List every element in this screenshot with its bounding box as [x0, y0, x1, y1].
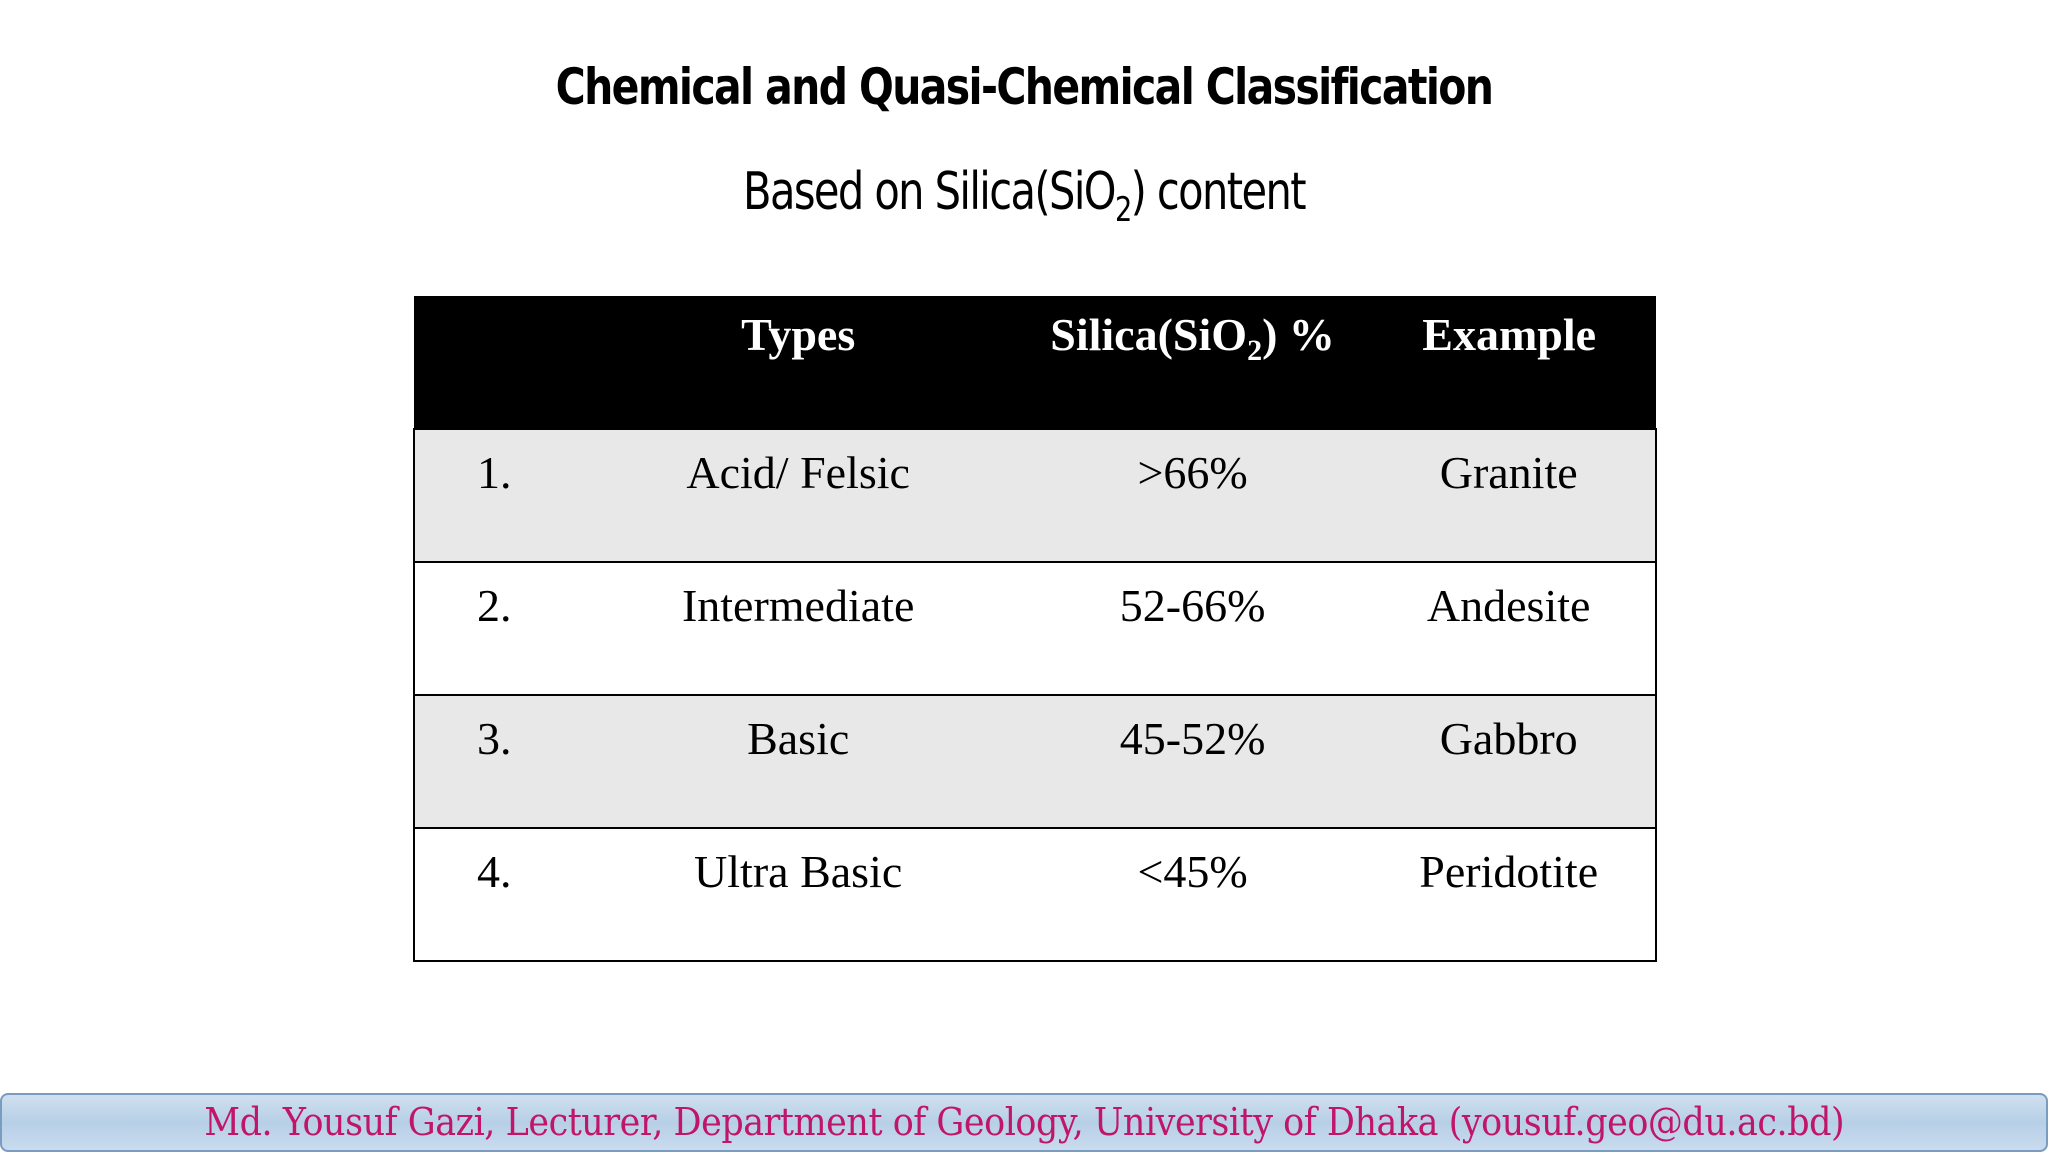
header-index: [414, 296, 574, 429]
row-silica: <45%: [1023, 828, 1363, 961]
header-silica-subscript: 2: [1247, 334, 1263, 367]
row-type: Basic: [747, 713, 850, 764]
table-row: [414, 828, 1656, 961]
row-example: Peridotite: [1362, 828, 1656, 961]
row-type: Ultra Basic: [574, 828, 1023, 961]
table-row: [414, 695, 1656, 828]
row-type: Intermediate: [681, 580, 915, 631]
row-index: 1.: [414, 429, 574, 562]
row-index: 2.: [414, 562, 574, 695]
row-silica: >66%: [1137, 447, 1248, 498]
header-silica-prefix: Silica(SiO: [1050, 309, 1248, 360]
row-silica: 45-52%: [1119, 713, 1266, 764]
classification-table: [413, 296, 1657, 962]
subtitle-suffix: ) content: [1130, 162, 1305, 222]
classification-table-wrapper: [413, 296, 1657, 962]
table-row: [414, 562, 1656, 695]
table-header-row: [414, 296, 1656, 429]
footer-text: Md. Yousuf Gazi, Lecturer, Department of Geology, University of Dhaka (yousuf.geo@du.ac.bd): [204, 1100, 1844, 1144]
header-silica-suffix: ) %: [1262, 309, 1335, 360]
header-example: Example: [1422, 309, 1597, 360]
row-silica: 52-66%: [1119, 580, 1266, 631]
subtitle-subscript: 2: [1114, 190, 1131, 230]
subtitle-prefix: Based on Silica(SiO: [743, 162, 1115, 222]
row-type: Acid/ Felsic: [686, 447, 910, 498]
slide-title: Chemical and Quasi-Chemical Classification: [555, 58, 1493, 116]
row-index: 3.: [414, 695, 574, 828]
header-types: Types: [741, 309, 856, 360]
table-row: [414, 429, 1656, 562]
row-example: Granite: [1362, 429, 1656, 562]
row-index: 4.: [414, 828, 574, 961]
header-silica: [1023, 296, 1363, 429]
footer-banner: [0, 1093, 2048, 1152]
row-example: Gabbro: [1362, 695, 1656, 828]
row-example: Andesite: [1362, 562, 1656, 695]
slide-subtitle: [205, 162, 1843, 230]
